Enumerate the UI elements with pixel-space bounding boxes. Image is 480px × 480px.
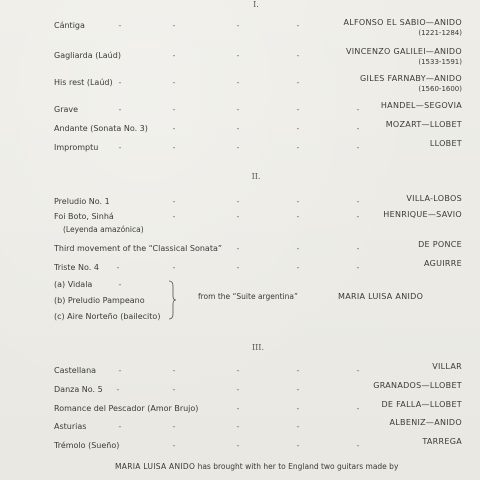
- leader-dash: -: [172, 366, 176, 375]
- leader-dash: -: [236, 124, 240, 133]
- footer-name: MARIA LUISA ANIDO: [115, 462, 196, 471]
- leader-dash: -: [236, 263, 240, 272]
- leader-dash: -: [356, 143, 360, 152]
- composer: VINCENZO GALILEI—ANIDO: [346, 47, 462, 56]
- leader-dash: -: [296, 78, 300, 87]
- leader-dash: -: [296, 105, 300, 114]
- leader-dash: -: [172, 124, 176, 133]
- leader-dash: -: [296, 51, 300, 60]
- leader-dash: -: [236, 143, 240, 152]
- leader-dash: -: [356, 212, 360, 221]
- leader-dash: -: [172, 105, 176, 114]
- composer: ALBENIZ—ANIDO: [389, 418, 462, 427]
- leader-dash: -: [236, 244, 240, 253]
- leader-dash: -: [296, 212, 300, 221]
- leader-dash: -: [356, 263, 360, 272]
- leader-dash: -: [296, 441, 300, 450]
- composer: ALFONSO EL SABIO—ANIDO: [343, 18, 462, 27]
- leader-dash: -: [356, 124, 360, 133]
- composer: MOZART—LLOBET: [385, 120, 462, 129]
- leader-dash: -: [296, 124, 300, 133]
- leader-dash: -: [172, 51, 176, 60]
- leader-dash: -: [172, 441, 176, 450]
- leader-dash: -: [116, 263, 120, 272]
- leader-dash: -: [236, 105, 240, 114]
- leader-dash: -: [172, 143, 176, 152]
- section-numeral-1: I.: [253, 0, 259, 9]
- leader-dash: -: [236, 21, 240, 30]
- composer: VILLAR: [432, 362, 462, 371]
- piece-title: Castellana: [54, 366, 97, 375]
- leader-dash: -: [356, 105, 360, 114]
- piece-title: Gagliarda (Laúd): [54, 51, 121, 60]
- suite-item: (a) Vidala: [54, 280, 93, 289]
- composer: GILES FARNABY—ANIDO: [360, 74, 462, 83]
- leader-dash: -: [296, 422, 300, 431]
- suite-item: (c) Aire Norteño (bailecito): [54, 312, 161, 321]
- leader-dash: -: [118, 280, 122, 289]
- leader-dash: -: [236, 385, 240, 394]
- leader-dash: -: [356, 244, 360, 253]
- composer: GRANADOS—LLOBET: [373, 381, 462, 390]
- composer-dates: (1560-1600): [418, 85, 462, 93]
- leader-dash: -: [296, 21, 300, 30]
- composer: TARREGA: [422, 437, 462, 446]
- leader-dash: -: [356, 366, 360, 375]
- composer: MARIA LUISA ANIDO: [338, 292, 424, 301]
- piece-title: Preludio No. 1: [54, 197, 110, 206]
- leader-dash: -: [296, 263, 300, 272]
- piece-title: Trémolo (Sueño): [54, 441, 120, 450]
- piece-title: Cántiga: [54, 21, 85, 30]
- composer: DE FALLA—LLOBET: [381, 400, 462, 409]
- brace-icon: [168, 280, 176, 320]
- leader-dash: -: [296, 143, 300, 152]
- leader-dash: -: [356, 404, 360, 413]
- leader-dash: -: [172, 263, 176, 272]
- piece-subtitle: (Leyenda amazónica): [63, 225, 144, 234]
- leader-dash: -: [236, 197, 240, 206]
- leader-dash: -: [296, 404, 300, 413]
- composer: VILLA-LOBOS: [406, 194, 462, 203]
- leader-dash: -: [236, 404, 240, 413]
- leader-dash: -: [296, 385, 300, 394]
- footer-text: has brought with her to England two guitars made by: [195, 462, 399, 471]
- leader-dash: -: [118, 422, 122, 431]
- leader-dash: -: [172, 422, 176, 431]
- leader-dash: -: [236, 78, 240, 87]
- leader-dash: -: [118, 21, 122, 30]
- piece-title: Grave: [54, 105, 79, 114]
- composer: LLOBET: [429, 139, 462, 148]
- leader-dash: -: [118, 105, 122, 114]
- leader-dash: -: [356, 197, 360, 206]
- leader-dash: -: [172, 21, 176, 30]
- leader-dash: -: [356, 441, 360, 450]
- leader-dash: -: [116, 385, 120, 394]
- leader-dash: -: [172, 197, 176, 206]
- leader-dash: -: [172, 78, 176, 87]
- suite-item: (b) Preludio Pampeano: [54, 296, 145, 305]
- leader-dash: -: [236, 422, 240, 431]
- leader-dash: -: [172, 385, 176, 394]
- footer-note: [115, 462, 398, 471]
- leader-dash: -: [296, 366, 300, 375]
- leader-dash: -: [296, 244, 300, 253]
- composer: HANDEL—SEGOVIA: [380, 101, 462, 110]
- section-numeral-2: II.: [251, 172, 261, 181]
- leader-dash: -: [236, 366, 240, 375]
- piece-title: Triste No. 4: [54, 263, 99, 272]
- piece-title: Andante (Sonata No. 3): [54, 124, 148, 133]
- leader-dash: -: [172, 212, 176, 221]
- section-numeral-3: III.: [251, 343, 265, 352]
- leader-dash: -: [118, 366, 122, 375]
- leader-dash: -: [118, 143, 122, 152]
- suite-from-text: from the “Suite argentina”: [198, 292, 298, 301]
- piece-title: Foi Boto, Sinhá: [54, 212, 114, 221]
- leader-dash: -: [236, 51, 240, 60]
- piece-title: Danza No. 5: [54, 385, 103, 394]
- composer: DE PONCE: [418, 240, 462, 249]
- piece-title: Third movement of the “Classical Sonata”: [54, 244, 223, 253]
- piece-title: Impromptu: [54, 143, 99, 152]
- leader-dash: -: [236, 212, 240, 221]
- leader-dash: -: [236, 441, 240, 450]
- leader-dash: -: [118, 78, 122, 87]
- piece-title: Romance del Pescador (Amor Brujo): [54, 404, 199, 413]
- piece-title: His rest (Laúd): [54, 78, 113, 87]
- composer-dates: (1221-1284): [418, 29, 462, 37]
- composer: HENRIQUE—SAVIO: [383, 210, 462, 219]
- piece-title: Asturias: [54, 422, 87, 431]
- leader-dash: -: [296, 197, 300, 206]
- composer-dates: (1533-1591): [418, 58, 462, 66]
- composer: AGUIRRE: [423, 259, 462, 268]
